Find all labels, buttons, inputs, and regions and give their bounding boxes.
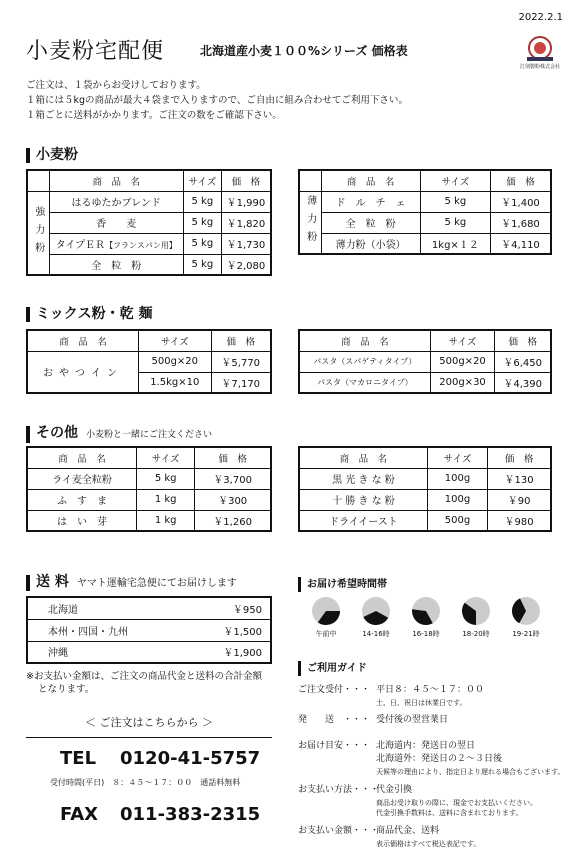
product-size: 100g	[427, 489, 487, 510]
logo-emblem-icon	[525, 36, 555, 62]
section-title: ミックス粉・乾 麺	[36, 306, 153, 322]
clock-icon	[410, 595, 442, 627]
guide-key: お届け目安・・・	[298, 741, 371, 751]
corner	[299, 170, 321, 191]
guide-payment	[298, 784, 412, 797]
guide-key: お支払い金額・・・	[298, 826, 380, 836]
product-price: ￥4,110	[490, 233, 551, 254]
mix-table	[26, 329, 272, 394]
product-size: 1 kg	[137, 510, 195, 531]
product-size: 100g	[427, 468, 487, 489]
delivery-slots	[300, 595, 560, 645]
clock-icon	[360, 595, 392, 627]
product-price: ￥1,990	[221, 191, 271, 212]
guide-value: 代金引換	[376, 785, 413, 795]
guide-key: ご注文受付・・・	[298, 685, 371, 695]
col-price: 価 格	[221, 170, 271, 191]
delivery-slot-label: 18-20時	[462, 630, 490, 638]
delivery-slot-label: 16-18時	[412, 630, 440, 638]
tel-number[interactable]: 0120-41-5757	[120, 748, 261, 769]
logo-text: 江別製粉株式会社	[519, 64, 560, 70]
col-name: 商 品 名	[299, 447, 427, 468]
shipping-price: ￥1,500	[191, 619, 271, 641]
shipping-region: 北海道	[27, 597, 191, 619]
table-row	[27, 233, 271, 254]
product-name: ド ル チ ェ	[321, 191, 420, 212]
col-price: 価 格	[490, 170, 551, 191]
product-price: ￥130	[488, 468, 551, 489]
table-row	[299, 233, 551, 254]
guide-list	[298, 684, 578, 854]
section-note: 小麦粉と一緒にご注文ください	[86, 430, 213, 440]
guide-sub: 表示価格はすべて税込表記です。	[376, 840, 481, 848]
guide-value: 北海道内：発送日の翌日	[376, 741, 476, 751]
order-here-label: ＜ ご注文はこちらから ＞	[85, 716, 213, 729]
product-price: ￥1,260	[195, 510, 271, 531]
product-name: 黒 光 き な 粉	[299, 468, 427, 489]
product-size: 500g	[427, 510, 487, 531]
shipping-region: 沖縄	[27, 641, 191, 663]
intro-line: １箱ごとに送料がかかります。ご注文の数をご確認下さい。	[26, 110, 282, 121]
guide-key: 発 送 ・・・	[298, 715, 371, 725]
clock-icon	[510, 595, 542, 627]
tel-label: TEL	[60, 748, 97, 769]
product-size: 500g×20	[139, 351, 211, 372]
guide-value: 北海道外：発送日の２～３日後	[376, 754, 503, 764]
product-name: 全 粒 粉	[49, 254, 183, 275]
tel-hours: 受付時間(平日) ８：４５～１７：００ 通話料無料	[50, 778, 241, 787]
product-name: 全 粒 粉	[321, 212, 420, 233]
table-row	[299, 191, 551, 212]
shipping-price: ￥1,900	[191, 641, 271, 663]
table-row	[299, 351, 551, 372]
product-name: おやつイン	[27, 351, 139, 393]
section-title: その他	[36, 425, 78, 441]
section-title: ご利用ガイド	[307, 663, 367, 674]
section-title: 送 料	[36, 574, 69, 590]
guide-reception	[298, 684, 484, 697]
product-price: ￥3,700	[195, 468, 271, 489]
product-price: ￥5,770	[211, 351, 271, 372]
guide-value: 受付後の翌営業日	[376, 715, 449, 725]
product-price: ￥2,080	[221, 254, 271, 275]
company-logo	[518, 36, 562, 70]
col-name: 商 品 名	[27, 447, 137, 468]
pasta-table	[298, 329, 552, 394]
product-price: ￥4,390	[495, 372, 551, 393]
guide-sub: 代金引換手数料は、送料に含まれております。	[376, 809, 523, 817]
shipping-price: ￥950	[191, 597, 271, 619]
guide-sub: 土、日、祝日は休業日です。	[376, 699, 467, 707]
product-size: 500g×20	[430, 351, 495, 372]
product-name: 薄力粉（小袋）	[321, 233, 420, 254]
section-guide	[298, 661, 367, 676]
section-delivery	[298, 577, 387, 592]
product-size: 5 kg	[183, 191, 221, 212]
other-left-table	[26, 446, 272, 532]
col-price: 価 格	[488, 447, 551, 468]
table-row	[27, 489, 271, 510]
table-row	[27, 619, 271, 641]
weak-flour-table	[298, 169, 552, 255]
col-size: サイズ	[420, 170, 490, 191]
col-size: サイズ	[430, 330, 495, 351]
table-row	[299, 468, 551, 489]
category-label: 強力粉	[27, 191, 49, 275]
shipping-region: 本州・四国・九州	[27, 619, 191, 641]
delivery-slot	[300, 595, 352, 639]
section-mix	[26, 307, 152, 322]
table-row	[27, 212, 271, 233]
divider	[26, 737, 272, 738]
col-size: サイズ	[183, 170, 221, 191]
product-name: パスタ（スパゲティタイプ）	[299, 351, 430, 372]
strong-flour-table	[26, 169, 272, 276]
product-name: 香 麦	[49, 212, 183, 233]
section-title: 小麦粉	[36, 147, 78, 163]
fax-label: FAX	[60, 804, 99, 825]
col-price: 価 格	[495, 330, 551, 351]
guide-value: 商品代金、送料	[376, 826, 440, 836]
delivery-slot	[400, 595, 452, 639]
shipping-footnote	[26, 670, 262, 696]
product-price: ￥90	[488, 489, 551, 510]
intro-line: １箱には５kgの商品が最大４袋まで入りますので、ご自由に組み合わせてご利用下さい。	[26, 95, 408, 106]
product-size: 1 kg	[137, 489, 195, 510]
product-size: 5 kg	[183, 254, 221, 275]
product-name	[49, 233, 183, 254]
col-price: 価 格	[195, 447, 271, 468]
product-name: 十 勝 き な 粉	[299, 489, 427, 510]
product-price: ￥300	[195, 489, 271, 510]
col-name: 商 品 名	[299, 330, 430, 351]
clock-icon	[310, 595, 342, 627]
table-row	[27, 641, 271, 663]
table-row	[27, 597, 271, 619]
product-size: 200g×30	[430, 372, 495, 393]
table-row	[299, 510, 551, 531]
col-size: サイズ	[137, 447, 195, 468]
product-price: ￥7,170	[211, 372, 271, 393]
product-size: 5 kg	[420, 212, 490, 233]
product-name: ドライイースト	[299, 510, 427, 531]
product-price: ￥1,400	[490, 191, 551, 212]
other-right-table	[298, 446, 552, 532]
intro-text	[26, 78, 408, 123]
delivery-slot-label: 19-21時	[512, 630, 540, 638]
product-size: 5 kg	[183, 233, 221, 254]
table-row	[299, 489, 551, 510]
product-name: はるゆたかブレンド	[49, 191, 183, 212]
guide-key: お支払い方法・・・	[298, 785, 380, 795]
shipping-table	[26, 596, 272, 664]
guide-shipping	[298, 714, 448, 727]
product-name: は い 芽	[27, 510, 137, 531]
product-size: 1.5kg×10	[139, 372, 211, 393]
product-price: ￥980	[488, 510, 551, 531]
table-row	[27, 254, 271, 275]
product-name-text: タイプＥＲ	[55, 240, 106, 251]
table-row	[27, 468, 271, 489]
product-price: ￥1,730	[221, 233, 271, 254]
delivery-slot-label: 午前中	[315, 630, 337, 638]
product-size: 1kg×１２	[420, 233, 490, 254]
section-wheat	[26, 148, 78, 163]
delivery-slot-label: 14-16時	[362, 630, 390, 638]
product-size: 5 kg	[183, 212, 221, 233]
delivery-slot	[500, 595, 552, 639]
product-note: 【フランスパン用】	[105, 241, 177, 250]
footnote-line: となります。	[38, 684, 95, 695]
footnote-line: ※お支払い金額は、ご注文の商品代金と送料の合計金額	[26, 671, 262, 682]
clock-icon	[460, 595, 492, 627]
page-title: 小麦粉宅配便	[26, 39, 165, 64]
product-price: ￥1,820	[221, 212, 271, 233]
guide-value: 平日８：４５～１７：００	[376, 685, 485, 695]
product-price: ￥6,450	[495, 351, 551, 372]
product-size: 5 kg	[137, 468, 195, 489]
col-name: 商 品 名	[49, 170, 183, 191]
delivery-slot	[350, 595, 402, 639]
col-size: サイズ	[427, 447, 487, 468]
product-price: ￥1,680	[490, 212, 551, 233]
guide-arrival	[298, 740, 475, 753]
guide-sub: 商品お受け取りの際に、現金でお支払いください。	[376, 799, 537, 807]
section-shipping	[26, 575, 237, 591]
intro-line: ご注文は、１袋からお受けしております。	[26, 80, 206, 91]
product-name: ふ す ま	[27, 489, 137, 510]
corner	[27, 170, 49, 191]
table-row	[27, 191, 271, 212]
category-label: 薄力粉	[299, 191, 321, 254]
product-name: ライ麦全粒粉	[27, 468, 137, 489]
date: 2022.2.1	[518, 12, 563, 23]
section-title: お届け希望時間帯	[307, 579, 387, 590]
col-size: サイズ	[139, 330, 211, 351]
table-row	[27, 510, 271, 531]
table-row	[299, 212, 551, 233]
table-row	[27, 351, 271, 372]
page-subtitle: 北海道産小麦１００%シリーズ 価格表	[200, 44, 408, 58]
fax-number[interactable]: 011-383-2315	[120, 804, 261, 825]
guide-amount	[298, 825, 439, 838]
product-size: 5 kg	[420, 191, 490, 212]
table-row	[299, 372, 551, 393]
guide-sub: 天候等の理由により、指定日より遅れる場合もございます。	[376, 768, 565, 776]
section-note: ヤマト運輸宅急便にてお届けします	[76, 578, 237, 589]
section-other	[26, 426, 212, 443]
col-name: 商 品 名	[27, 330, 139, 351]
product-name: パスタ（マカロニタイプ）	[299, 372, 430, 393]
col-price: 価 格	[211, 330, 271, 351]
col-name: 商 品 名	[321, 170, 420, 191]
delivery-slot	[450, 595, 502, 639]
